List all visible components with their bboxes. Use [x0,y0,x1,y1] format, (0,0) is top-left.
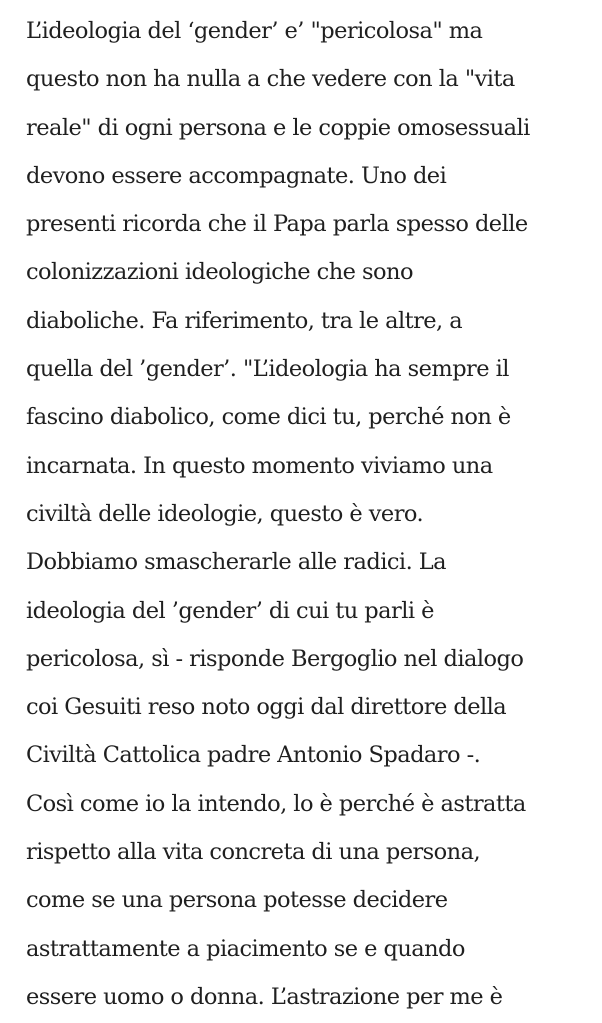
article-line: incarnata. In questo momento viviamo una [26,452,493,479]
article-line: presenti ricorda che il Papa parla spesso delle [26,211,528,238]
article-line: diaboliche. Fa riferimento, tra le altre, a [26,307,463,334]
article-line: Così come io la intendo, lo è perché è astratta [26,790,526,817]
article-line: L’ideologia del ‘gender’ e’ "pericolosa" ma [26,18,483,44]
article-line: coi Gesuiti reso noto oggi dal direttore della [26,694,507,721]
article-line: fascino diabolico, come dici tu, perché non è [26,404,511,431]
article-line: Dobbiamo smascherarle alle radici. La [26,549,447,576]
article-line: astrattamente a piacimento se e quando [26,935,465,962]
article-line: devono essere accompagnate. Uno dei [26,162,447,189]
article-line: rispetto alla vita concreta di una persona, [26,839,481,866]
article-line: questo non ha nulla a che vedere con la "vita [26,66,515,93]
article-line: ideologia del ’gender’ di cui tu parli è [26,597,434,624]
article-body [26,7,596,1021]
article-line: essere uomo o donna. L’astrazione per me è [26,983,503,1010]
article-line: Civiltà Cattolica padre Antonio Spadaro -. [26,742,481,769]
article-line: come se una persona potesse decidere [26,887,448,914]
article-line: pericolosa, sì - risponde Bergoglio nel dialogo [26,645,524,672]
article-line: quella del ’gender’. "L’ideologia ha sempre il [26,356,509,383]
article-line: civiltà delle ideologie, questo è vero. [26,500,424,527]
article-line: reale" di ogni persona e le coppie omosessuali [26,114,530,141]
article-line: colonizzazioni ideologiche che sono [26,259,413,286]
